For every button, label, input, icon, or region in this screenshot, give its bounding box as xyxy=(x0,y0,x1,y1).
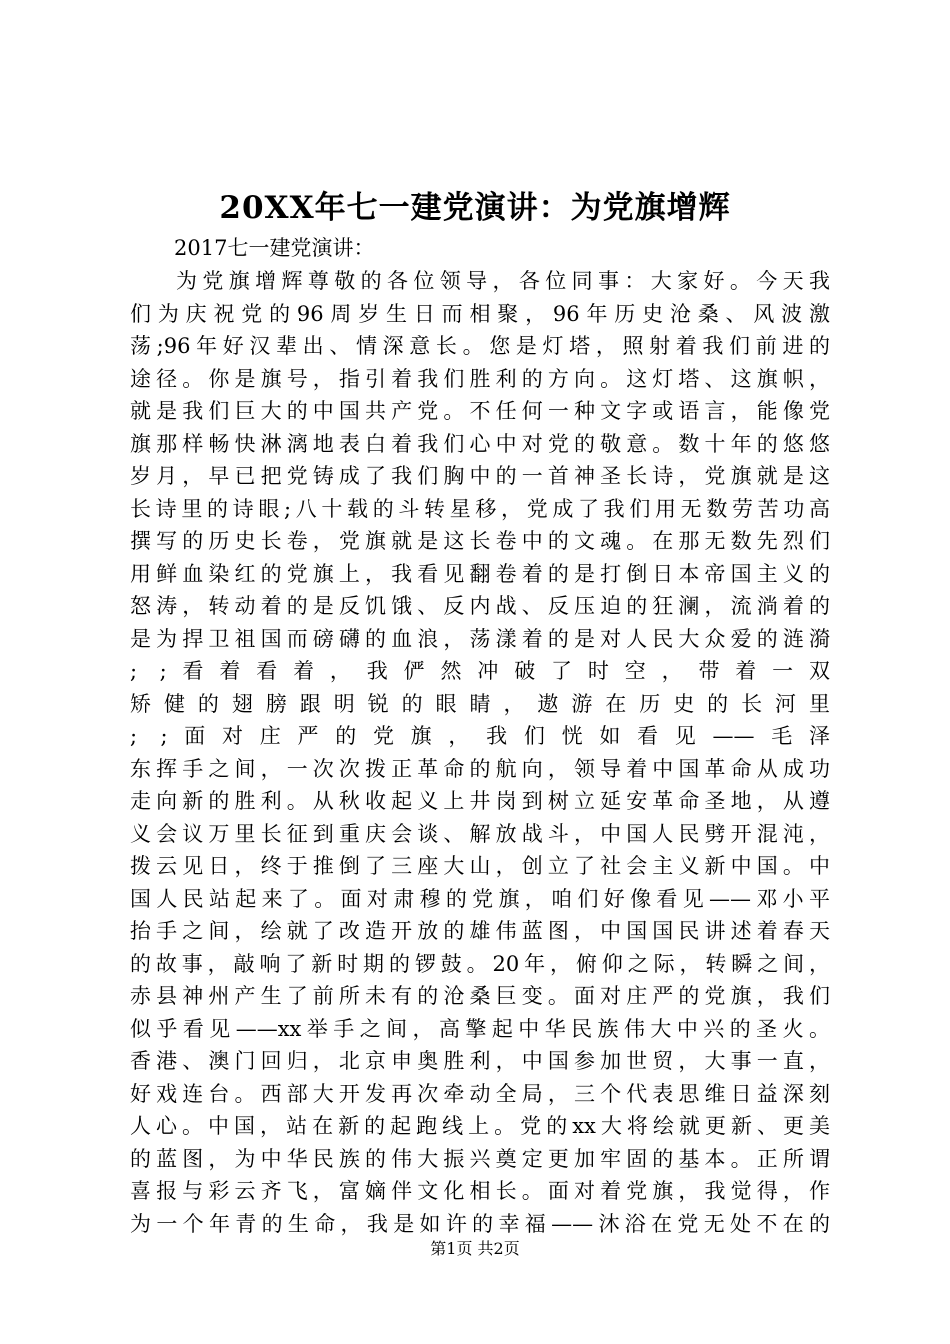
body-line: 抬手之间，绘就了改造开放的雄伟蓝图，中国国民讲述着春天 xyxy=(130,919,830,943)
body-line: 为党旗增辉尊敬的各位领导，各位同事：大家好。今天我 xyxy=(176,269,830,293)
body-line: 怒涛，转动着的是反饥饿、反内战、反压迫的狂澜，流淌着的 xyxy=(130,594,830,618)
body-line: 岁月，早已把党铸成了我们胸中的一首神圣长诗，党旗就是这 xyxy=(130,464,830,488)
body-line: 的蓝图，为中华民族的伟大振兴奠定更加牢固的基本。正所谓 xyxy=(130,1146,830,1171)
body-line: 国人民站起来了。面对肃穆的党旗，咱们好像看见——邓小平 xyxy=(130,886,830,911)
document-subtitle: 2017七一建党演讲： xyxy=(174,236,375,260)
body-line: 就是我们巨大的中国共产党。不任何一种文字或语言，能像党 xyxy=(130,399,830,423)
body-line: 香港、澳门回归，北京申奥胜利，中国参加世贸，大事一直， xyxy=(130,1049,830,1073)
body-line: 好戏连台。西部大开发再次牵动全局，三个代表思维日益深刻 xyxy=(130,1081,830,1106)
body-line: 途径。你是旗号，指引着我们胜利的方向。这灯塔、这旗帜， xyxy=(130,366,830,391)
body-line: 荡;96年好汉辈出、情深意长。您是灯塔，照射着我们前进的 xyxy=(130,334,830,358)
body-line: 是为捍卫祖国而磅礴的血浪，荡漾着的是对人民大众爱的涟漪 xyxy=(130,626,830,651)
body-line: 旗那样畅快淋漓地表白着我们心中对党的敬意。数十年的悠悠 xyxy=(130,431,830,456)
body-line: 的故事，敲响了新时期的锣鼓。20年，俯仰之际，转瞬之间， xyxy=(130,951,830,976)
body-line: 用鲜血染红的党旗上，我看见翻卷着的是打倒日本帝国主义的 xyxy=(130,561,830,586)
body-line: 走向新的胜利。从秋收起义上井岗到树立延安革命圣地，从遵 xyxy=(130,789,830,813)
document-body xyxy=(130,265,830,1240)
page-footer: 第1页 共2页 xyxy=(430,1239,520,1258)
body-line: 长诗里的诗眼;八十载的斗转星移，党成了我们用无数劳苦功高 xyxy=(130,496,830,521)
body-line: 人心。中国，站在新的起跑线上。党的xx大将绘就更新、更美 xyxy=(130,1114,830,1138)
body-line: 为一个年青的生命，我是如许的幸福——沐浴在党无处不在的 xyxy=(130,1211,830,1236)
body-line: 义会议万里长征到重庆会谈、解放战斗，中国人民劈开混沌， xyxy=(130,821,830,846)
body-line: ; ;看着看着，我俨然冲破了时空，带着一双 xyxy=(130,659,830,683)
body-line: 撰写的历史长卷，党旗就是这长卷中的文魂。在那无数先烈们 xyxy=(130,529,830,553)
body-line: 赤县神州产生了前所未有的沧桑巨变。面对庄严的党旗，我们 xyxy=(130,984,830,1008)
body-line: 矫健的翅膀跟明锐的眼睛，遨游在历史的长河里 xyxy=(130,691,830,716)
body-line: 拨云见日，终于推倒了三座大山，创立了社会主义新中国。中 xyxy=(130,854,830,878)
body-line: 们为庆祝党的96周岁生日而相聚，96年历史沧桑、风波激 xyxy=(130,301,830,326)
body-line: 东挥手之间，一次次拨正革命的航向，领导着中国革命从成功 xyxy=(130,756,830,781)
body-line: ; ;面对庄严的党旗，我们恍如看见——毛泽 xyxy=(130,724,830,748)
body-line: 似乎看见——xx举手之间，高擎起中华民族伟大中兴的圣火。 xyxy=(130,1016,830,1041)
body-line: 喜报与彩云齐飞，富嫡伴文化相长。面对着党旗，我觉得，作 xyxy=(130,1179,830,1203)
document-title: 20XX年七一建党演讲：为党旗增辉 xyxy=(219,190,731,226)
